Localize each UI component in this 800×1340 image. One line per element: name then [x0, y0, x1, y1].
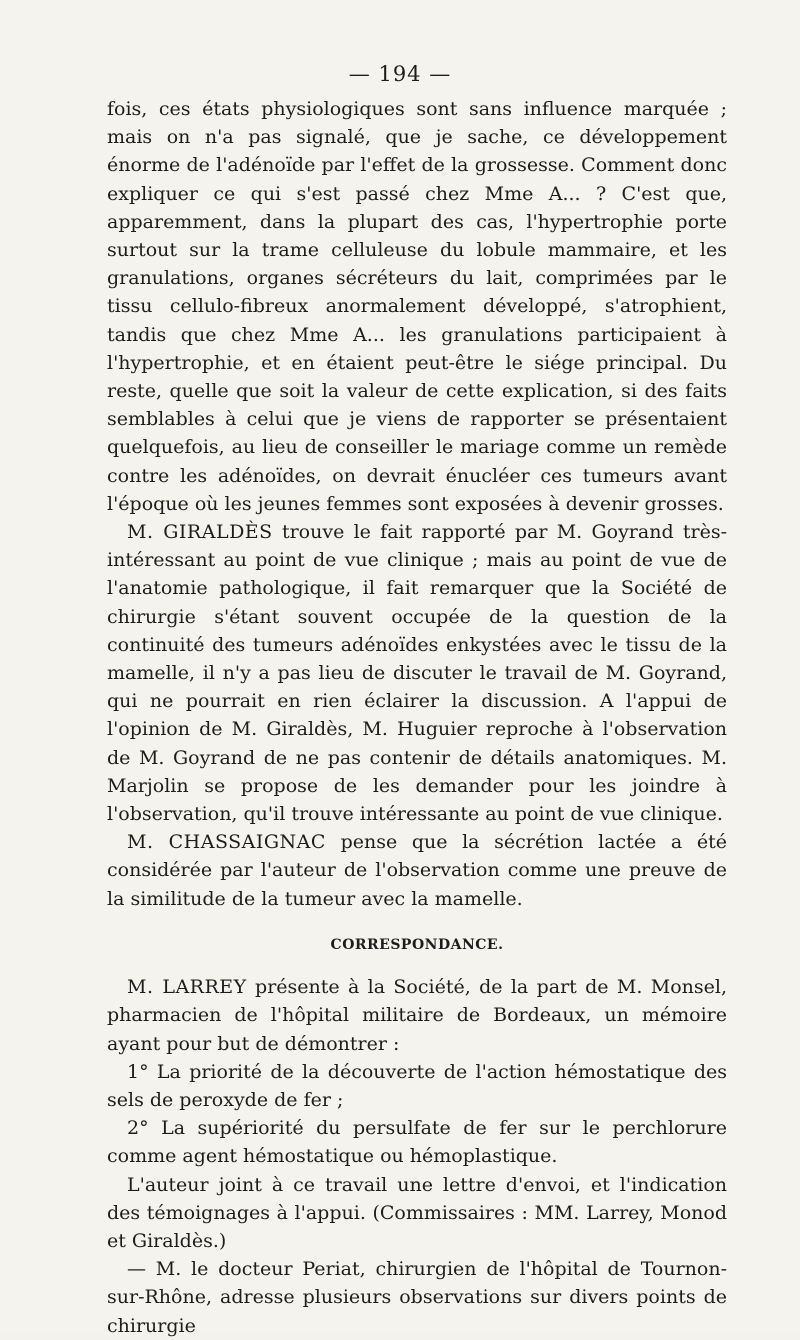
speaker-name: M. GIRALDÈS [127, 521, 273, 544]
paragraph-text: pense que la sécrétion lactée a été considérée par l'auteur de l'observation comme une preuve de la similitude de la tumeur avec la mamelle. [107, 831, 727, 910]
speaker-name: M. LARREY [127, 976, 247, 999]
paragraph-continuation: fois, ces états physiologiques sont sans influence marquée ; mais on n'a pas signalé, que je sache, ce développement énorme de l'adénoïde par l'effet de la grossesse. Comment donc expliquer ce qui s'est passé chez Mme A... ? C'est que, apparemment, dans la plupart des cas, l'hypertrophie porte surtout sur la trame celluleuse du lobule mammaire, et les granulations, organes sécréteurs du lait, comprimées par le tissu cellulo-fibreux anormalement développé, s'atrophient, tandis que chez Mme A... les granulations participaient à l'hypertrophie, et en étaient peut-être le siége principal. Du reste, quelle que soit la valeur de cette explication, si des faits semblables à celui que je viens de rapporter se présentaient quelquefois, au lieu de conseiller le mariage comme un remède contre les adénoïdes, on devrait énucléer ces tumeurs avant l'époque où les jeunes femmes sont exposées à devenir grosses. [107, 98, 727, 515]
section-heading: CORRESPONDANCE. [330, 936, 504, 953]
body-text [107, 95, 727, 1340]
paragraph-giraldes [107, 518, 727, 828]
paragraph-chassaignac [107, 828, 727, 913]
paragraph-text: présente à la Société, de la part de M. Monsel, pharmacien de l'hôpital militaire de Bordeaux, un mémoire ayant pour but de démontrer : [107, 976, 727, 1055]
page-number: — 194 — [348, 62, 452, 86]
list-item-1: 1° La priorité de la découverte de l'action hémostatique des sels de peroxyde de fer ; [107, 1060, 727, 1111]
paragraph-author-letter: L'auteur joint à ce travail une lettre d'envoi, et l'indication des témoignages à l'appui. (Commissaires : MM. Larrey, Monod et Giraldès.) [107, 1173, 727, 1252]
paragraph-larrey [107, 973, 727, 1058]
list-item-2: 2° La supériorité du persulfate de fer sur le perchlorure comme agent hémostatique ou hémoplastique. [107, 1117, 727, 1168]
paragraph-text: trouve le fait rapporté par M. Goyrand très-intéressant au point de vue clinique ; mais au point de vue de l'anatomie pathologique, il fait remarquer que la Société de chirurgie s'étant souvent occupée de la question de la continuité des tumeurs adénoïdes enkystées avec le tissu de la mamelle, il n'y a pas lieu de discuter le travail de M. Goyrand, qui ne pourrait en rien éclairer la discussion. A l'appui de l'opinion de M. Giraldès, M. Huguier reproche à l'observation de M. Goyrand de ne pas contenir de détails anatomiques. M. Marjolin se propose de les demander pour les joindre à l'observation, qu'il trouve intéressante au point de vue clinique. [107, 521, 728, 826]
speaker-name: M. CHASSAIGNAC [127, 831, 326, 854]
paragraph-periat: — M. le docteur Periat, chirurgien de l'hôpital de Tournon-sur-Rhône, adresse plusieurs observations sur divers points de chirurgie [107, 1258, 727, 1337]
